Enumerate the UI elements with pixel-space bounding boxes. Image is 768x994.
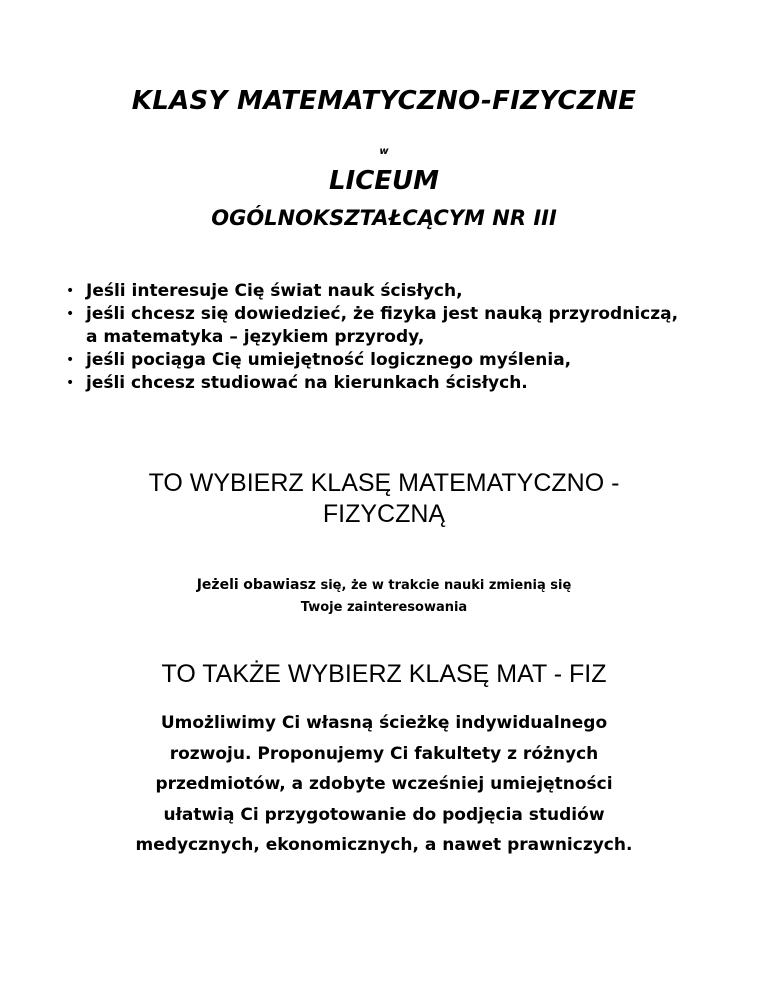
list-item [66,280,686,303]
list-item-text: jeśli chcesz studiować na kierunkach ścisłych. [86,373,528,393]
heading-line: TO WYBIERZ KLASĘ MATEMATYCZNO - [148,469,620,497]
list-item-text: jeśli chcesz się dowiedzieć, że fizyka jest nauką przyrodniczą, a matematyka – językiem przyrody, [86,304,679,347]
heading-line: FIZYCZNĄ [322,500,446,528]
concern-word: obawiasz [243,577,316,593]
reasons-list [66,280,686,395]
school-name-line2: OGÓLNOKSZTAŁCĄCYM NR III [211,206,557,230]
list-item-text: jeśli pociąga Cię umiejętność logicznego myślenia, [86,350,572,370]
bullet-icon: • [66,352,75,368]
description-paragraph [40,708,728,861]
paragraph-line: Umożliwimy Ci własną ścieżkę indywidualnego [160,713,608,733]
concern-line: Twoje zainteresowania [300,600,468,615]
page-title: KLASY MATEMATYCZNO-FIZYCZNE [131,86,637,116]
bullet-icon: • [66,375,75,391]
connector-word: w [379,146,389,157]
concern-text: się, że w trakcie nauki zmienią się [320,578,572,593]
bullet-icon: • [66,306,75,322]
concern-line [0,574,768,597]
school-name-line1: LICEUM [328,166,440,196]
list-item-text: Jeśli interesuje Cię świat nauk ścisłych, [86,281,463,301]
call-to-action-heading [0,468,768,530]
concern-note [0,574,768,619]
secondary-heading: TO TAKŻE WYBIERZ KLASĘ MAT - FIZ [161,660,607,688]
list-item [66,303,686,349]
bullet-icon: • [66,283,75,299]
paragraph-line: medycznych, ekonomicznych, a nawet prawniczych. [135,835,633,855]
concern-word: Jeżeli [196,577,239,593]
paragraph-line: ułatwią Ci przygotowanie do podjęcia studiów [163,804,605,825]
paragraph-line: przedmiotów, a zdobyte wcześniej umiejętności [155,774,613,794]
paragraph-line: rozwoju. Proponujemy Ci fakultety z różnych [169,743,599,764]
list-item [66,349,686,372]
list-item [66,372,686,395]
